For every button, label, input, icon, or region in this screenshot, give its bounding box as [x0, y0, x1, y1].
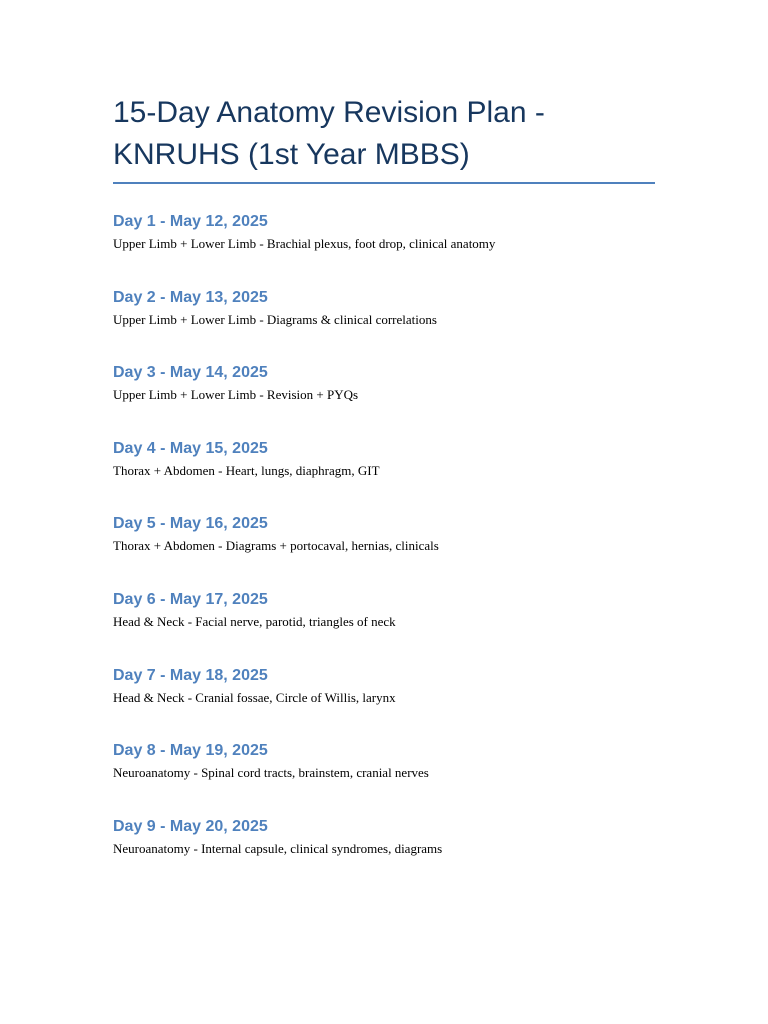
- day-description: Head & Neck - Facial nerve, parotid, triangles of neck: [113, 613, 396, 629]
- day-description: Neuroanatomy - Spinal cord tracts, brainstem, cranial nerves: [113, 765, 429, 781]
- day-description: Head & Neck - Cranial fossae, Circle of Willis, larynx: [113, 689, 396, 705]
- day-entry: [113, 740, 655, 816]
- document-title: 15-Day Anatomy Revision Plan - KNRUHS (1st Year MBBS): [113, 96, 545, 171]
- day-heading: Day 4 - May 15, 2025: [113, 439, 268, 457]
- day-entry: [113, 665, 655, 741]
- day-description: Thorax + Abdomen - Diagrams + portocaval, hernias, clinicals: [113, 538, 439, 554]
- title-divider: [113, 182, 655, 184]
- day-description: Upper Limb + Lower Limb - Brachial plexus, foot drop, clinical anatomy: [113, 236, 496, 251]
- day-heading: Day 7 - May 18, 2025: [113, 666, 268, 684]
- day-entry: [113, 287, 655, 363]
- day-entry: [113, 816, 655, 892]
- day-entry: [113, 589, 655, 665]
- day-description: Upper Limb + Lower Limb - Diagrams & clinical correlations: [113, 311, 437, 327]
- day-plan-list: [113, 211, 655, 891]
- day-entry: [113, 211, 655, 287]
- day-entry: [113, 513, 655, 589]
- day-entry: [113, 438, 655, 514]
- day-heading: Day 8 - May 19, 2025: [113, 742, 268, 760]
- day-heading: Day 3 - May 14, 2025: [113, 364, 268, 382]
- day-description: Neuroanatomy - Internal capsule, clinical syndromes, diagrams: [113, 840, 443, 856]
- day-description: Upper Limb + Lower Limb - Revision + PYQs: [113, 387, 359, 403]
- day-entry: [113, 362, 655, 438]
- day-description: Thorax + Abdomen - Heart, lungs, diaphragm, GIT: [113, 462, 380, 478]
- day-heading: Day 2 - May 13, 2025: [113, 288, 268, 306]
- day-heading: Day 9 - May 20, 2025: [113, 817, 268, 835]
- day-heading: Day 6 - May 17, 2025: [113, 590, 268, 608]
- day-heading: Day 1 - May 12, 2025: [113, 213, 268, 230]
- day-heading: Day 5 - May 16, 2025: [113, 515, 268, 533]
